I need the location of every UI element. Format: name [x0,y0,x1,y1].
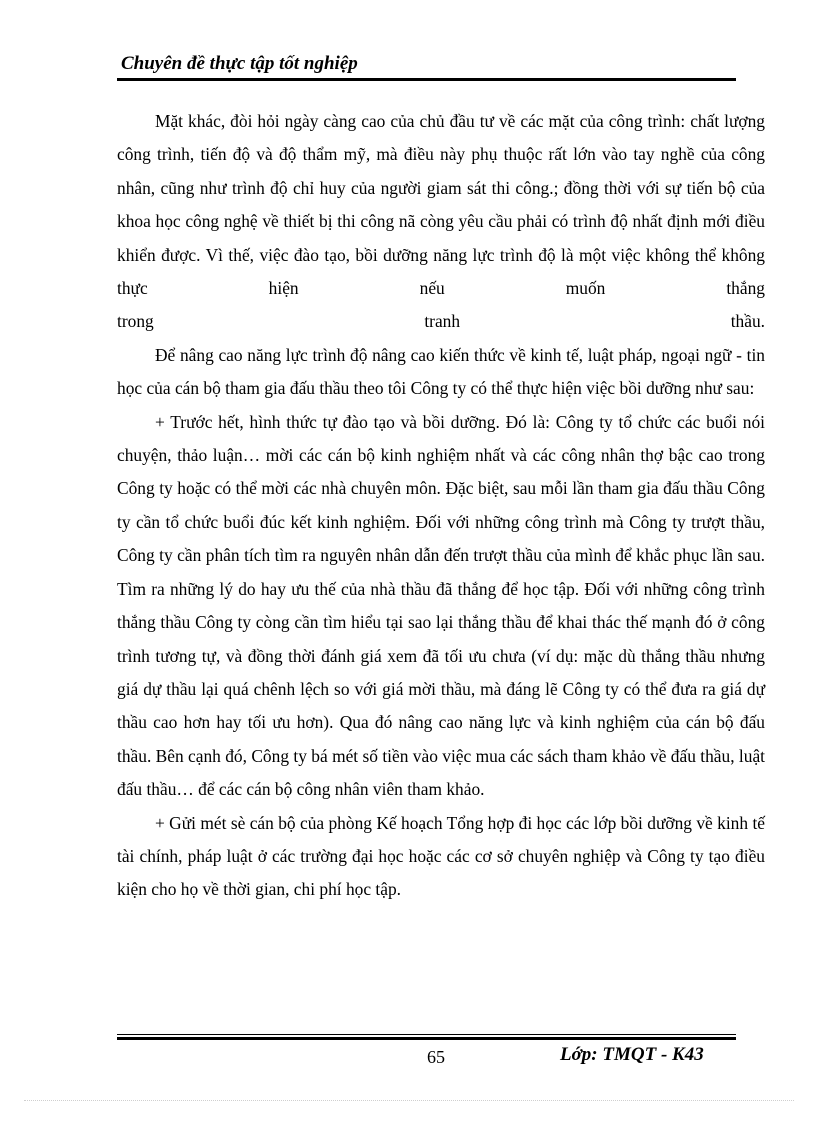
tail-word-2: tranh [424,311,461,332]
footer-rule-thick [117,1037,736,1040]
tail-word-1: trong [117,311,154,332]
document-body [117,105,765,907]
paragraph-self-training: + Trước hết, hình thức tự đào tạo và bồi dưỡng. Đó là: Công ty tổ chức các buổi nói chuyện, thảo luận… mời các cán bộ kinh nghiệm nhất và các công nhân thợ bậc cao trong Công ty hoặc có thể mời các nhà chuyên môn. Đặc biệt, sau mỗi lần tham gia đấu thầu Công ty cần tổ chức buổi đúc kết kinh nghiệm. Đối với những công trình mà Công ty trượt thầu, Công ty cần phân tích tìm ra nguyên nhân dẫn đến trượt thầu của mình để khắc phục lần sau. Tìm ra những lý do hay ưu thế của nhà thầu đã thắng để học tập. Đối với những công trình thắng thầu Công ty còng cần tìm hiểu tại sao lại thắng thầu để khai thác thế mạnh đó ở công trình tương tự, và đồng thời đánh giá xem đã tối ưu chưa (ví dụ: mặc dù thắng thầu nhưng giá dự thầu lại quá chênh lệch so với giá mời thầu, mà đáng lẽ Công ty có thể đưa ra giá dự thầu cao hơn hay tối ưu hơn). Qua đó nâng cao năng lực và kinh nghiệm của cán bộ đấu thầu. Bên cạnh đó, Công ty bá mét số tiền vào việc mua các sách tham khảo về đấu thầu, luật đấu thầu… để các cán bộ công nhân viên tham khảo. [117,411,765,800]
tail-word-3: thầu. [730,311,765,332]
paragraph-external-courses: + Gửi mét sè cán bộ của phòng Kế hoạch Tổng hợp đi học các lớp bồi dưỡng về kinh tế tài chính, pháp luật ở các trường đại học hoặc các cơ sở chuyên nghiệp và Công ty tạo điều kiện cho họ về thời gian, chi phí học tập. [117,812,765,900]
paragraph-training-need: Mặt khác, đòi hỏi ngày càng cao của chủ đầu tư về các mặt của công trình: chất lượng công trình, tiến độ và độ thẩm mỹ, mà điều này phụ thuộc rất lớn vào tay nghề của công nhân, cũng như trình độ chỉ huy của người giam sát thi công.; đồng thời với sự tiến bộ của khoa học công nghệ về thiết bị thi công nã còng yêu cầu phải có trình độ nhất định mới điều khiển được. Vì thế, việc đào tạo, bồi dưỡng năng lực trình độ là một việc không thể không thực hiện nếu muốn thắng [117,111,765,299]
header-rule [117,78,736,81]
page-number: 65 [427,1047,445,1067]
document-header-title: Chuyên đề thực tập tốt nghiệp [121,53,358,74]
page-edge-border [24,1100,794,1101]
paragraph-improve-capacity: Để nâng cao năng lực trình độ nâng cao kiến thức về kinh tế, luật pháp, ngoại ngữ - tin học của cán bộ tham gia đấu thầu theo tôi Công ty có thể thực hiện việc bồi dưỡng như sau: [117,344,765,399]
paragraph-training-need-tail [117,305,765,338]
class-label: Lớp: TMQT - K43 [560,1044,704,1065]
footer-rule-thin [117,1034,736,1035]
